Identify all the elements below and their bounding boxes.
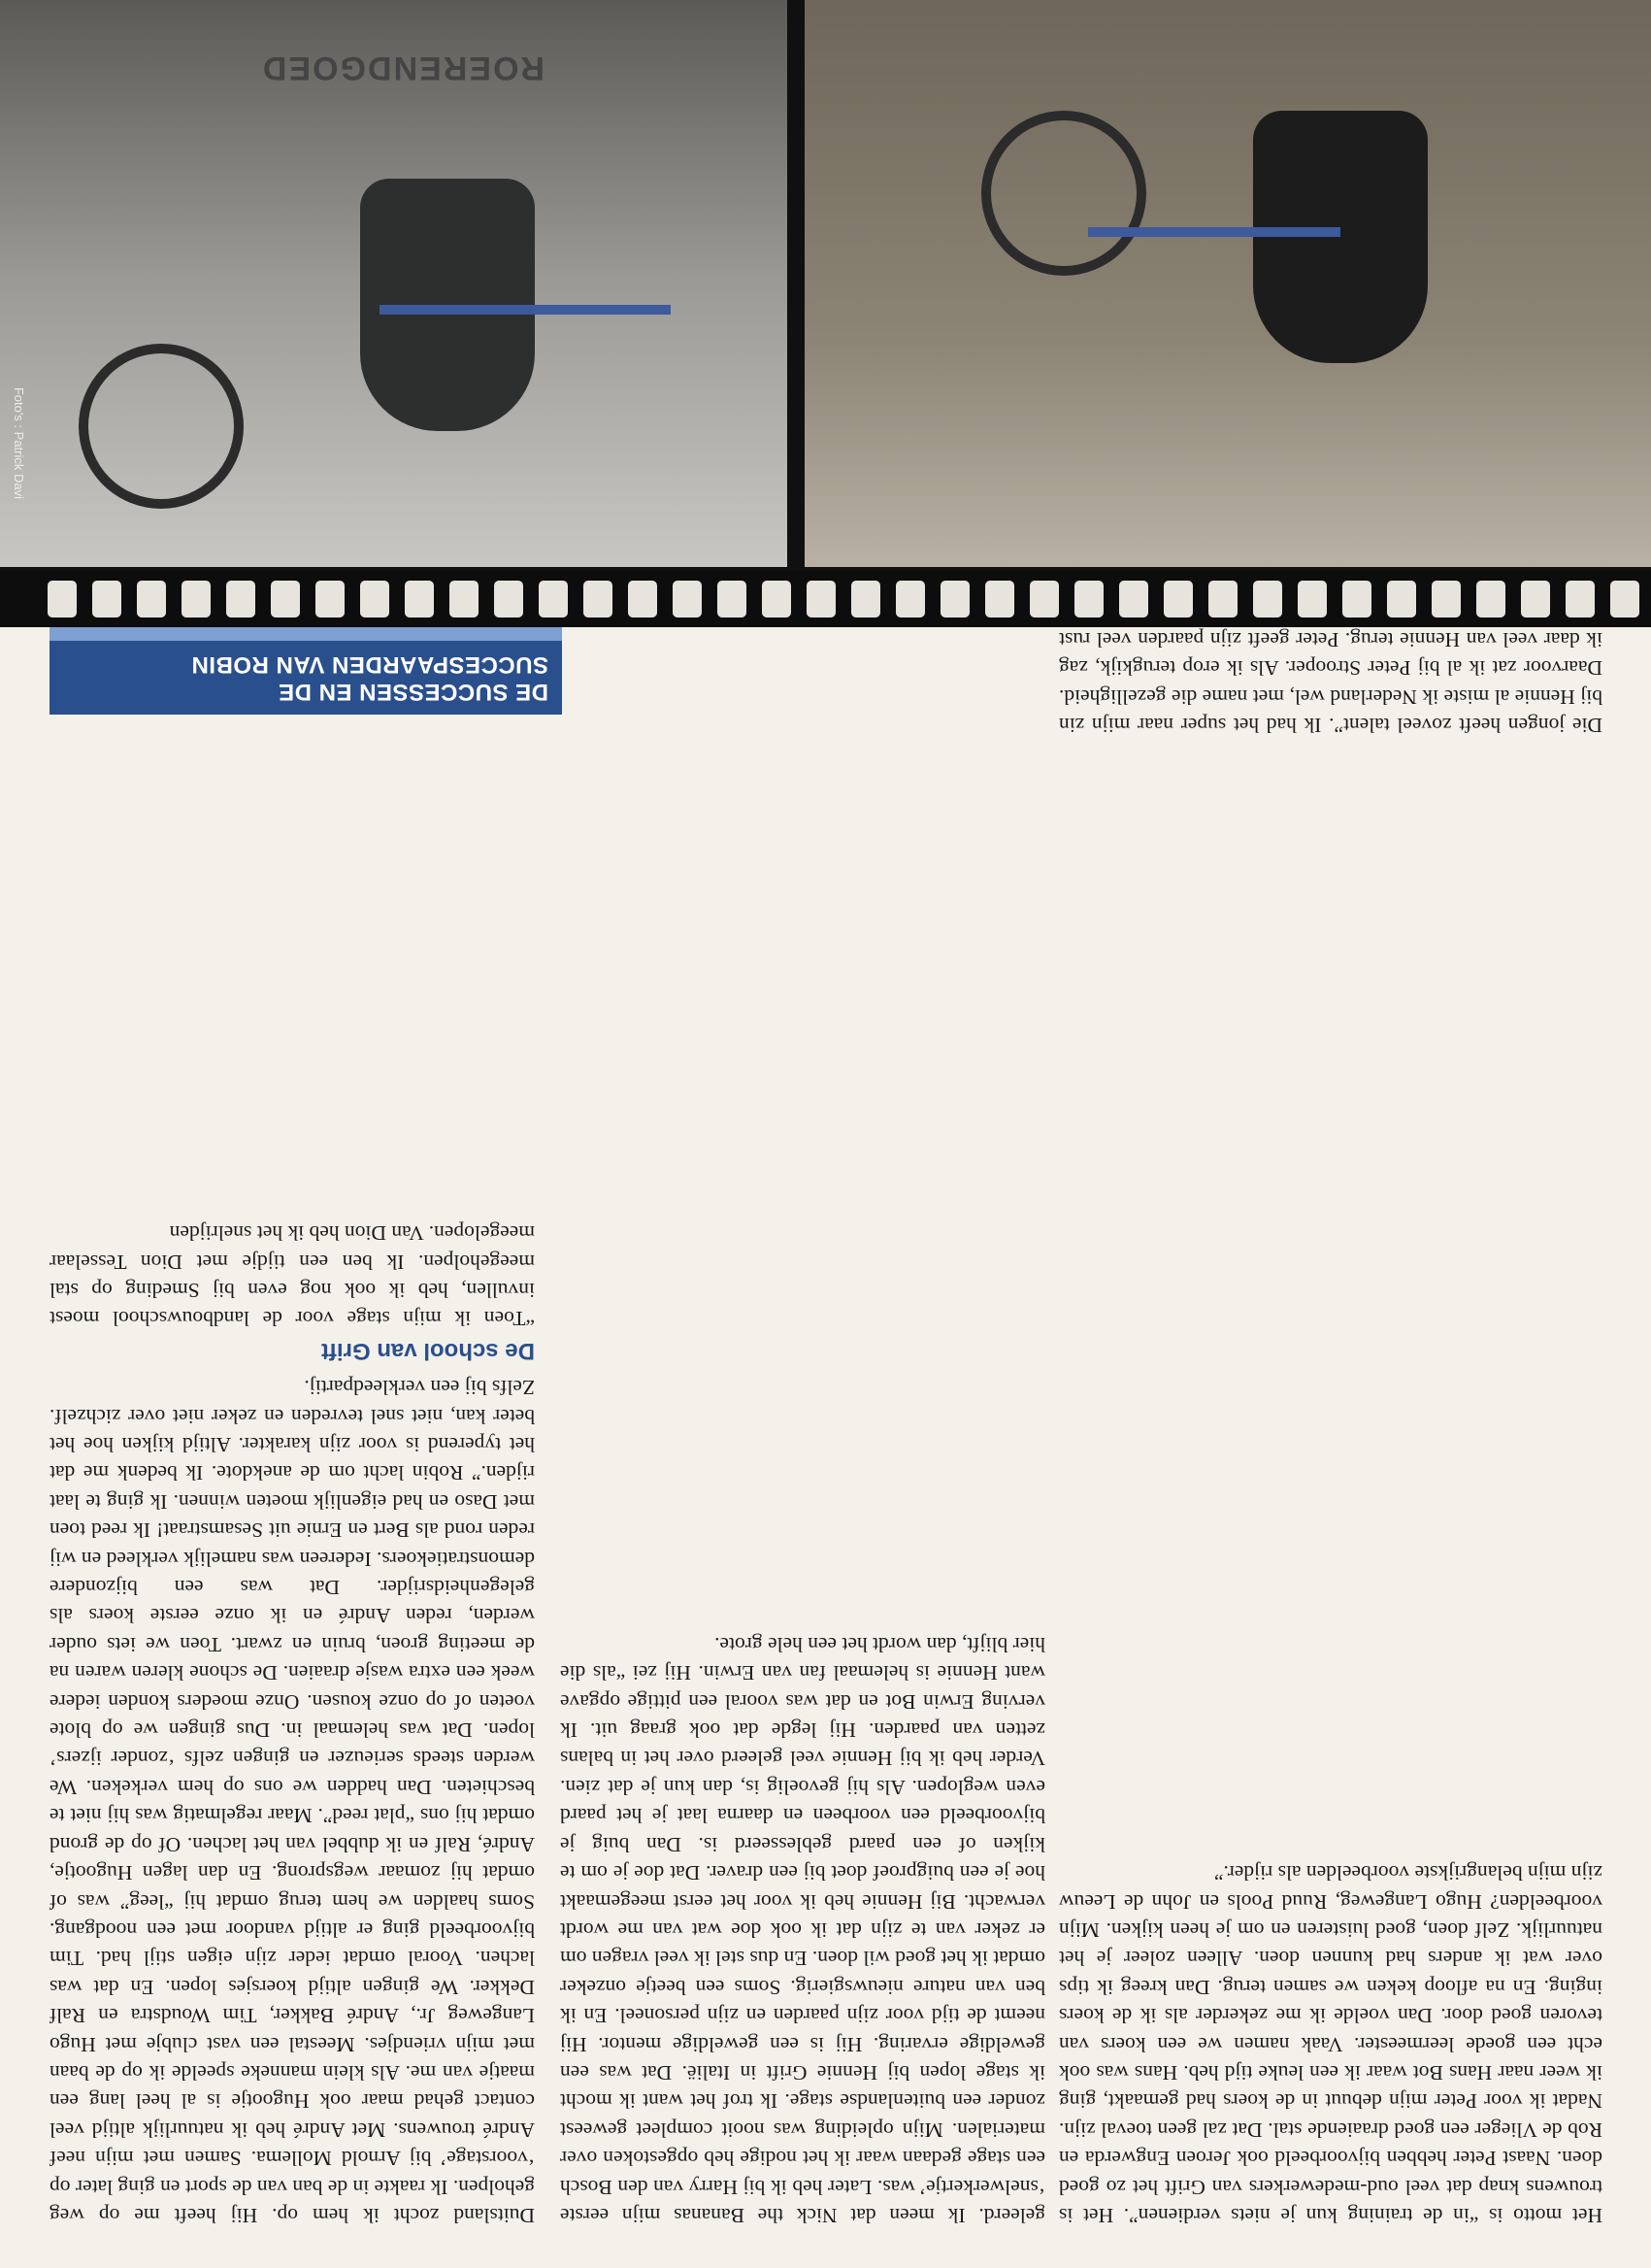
column-3-bottom-text: “Toen ik mijn stage voor de landbouwschool moest invullen, heb ik ook nog even bij Smeding op stal meegeholpen. Ik ben een tijdje met Dion Tesselaar meegelopen. Van Dion heb ik het snelrijden bbox=[50, 1221, 535, 1331]
perforation-hole bbox=[762, 581, 791, 617]
perforation-hole bbox=[1476, 581, 1505, 617]
column-3-top-text: Duitsland zocht ik hem op. Hij heeft me op weg geholpen. Ik raakte in de ban van de sport en ging later op ‘voorstage’ bij Arnold Mollema. Samen met mijn neef André trouwens. Met André heb ik natuurlijk altijd veel contact gehad maar ook Hugootje is al heel lang een maatje van me. Als klein manneke speelde ik op de baan met mijn vriendjes. Meestal een vast clubje met Hugo Langeweg Jr., André Bakker, Tim Woudstra en Ralf Dekker. We gingen altijd koersjes lopen. En dat was lachen. Vooral omdat ieder zijn eigen stijl had. Tim bijvoorbeeld ging er altijd vandoor met een noodgang. Soms haalden we hem terug omdat hij “leeg” was of omdat hij zomaar wegsprong. En dan lagen Hugootje, André, Ralf en ik dubbel van het lachen. Of op de grond omdat hij ons “plat reed”. Maar regelmatig was hij niet te beschieten. Dan hadden we ons op hem verkeken. We werden steeds serieuzer en gingen zelfs ‘zonder ijzers’ lopen. Dat was helemaal in. Dus gingen we op blote voeten of op onze kousen. Onze moeders konden iedere week een extra wasje draaien. De schone kleren waren na de meeting groen, bruin en zwart. Toen we iets ouder werden, reden André en ik onze eerste koers als gelegenheidsrijder. Dat was een bijzondere demonstratiekoers. Iedereen was namelijk verkleed en wij reden rond als Bert en Ernie uit Sesamstraat! Ik reed toen met Daso en had eigenlijk moeten winnen. Ik ging te laat rijden.” Robin lacht om de anekdote. Ik bedenk me dat het typerend is voor zijn karakter. Altijd kijken hoe het beter kan, niet snel tevreden en zeker niet over zichzelf. Zelfs bij een verkleedpartij. bbox=[50, 1376, 535, 2227]
photo-strip bbox=[0, 0, 1651, 627]
perforation-hole bbox=[1387, 581, 1416, 617]
column-3 bbox=[50, 1218, 535, 2229]
sulky-wheel bbox=[981, 111, 1146, 276]
perforation-hole bbox=[807, 581, 836, 617]
sidebar-title: DE SUCCESSEN EN DE SUCCESPAARDEN VAN ROBIN bbox=[50, 641, 562, 715]
perforation-hole bbox=[1342, 581, 1371, 617]
perforation-hole bbox=[360, 581, 389, 617]
perforation-hole bbox=[449, 581, 479, 617]
perforation-hole bbox=[405, 581, 434, 617]
photo-credit: Foto's : Patrick Davi bbox=[12, 386, 26, 499]
background-sign-text: ROERENDGOED bbox=[260, 50, 545, 86]
film-perforations bbox=[0, 571, 1651, 627]
perforation-hole bbox=[628, 581, 657, 617]
perforation-hole bbox=[1432, 581, 1461, 617]
perforation-hole bbox=[717, 581, 746, 617]
perforation-hole bbox=[1119, 581, 1148, 617]
section-heading: De school van Grift bbox=[320, 1337, 535, 1364]
perforation-hole bbox=[1298, 581, 1327, 617]
column-1-bottom-text: Die jongen heeft zoveel talent”. Ik had het super naar mijn zin bij Hennie al miste ik Nederland wel, met name die gezelligheid. Daarvoor zat ik al bij Peter Strooper. Als ik erop terugkijk, zag ik daar veel van Hennie terug. Peter geeft zijn paarden veel rust bbox=[1059, 627, 1602, 737]
perforation-hole bbox=[226, 581, 255, 617]
perforation-hole bbox=[896, 581, 925, 617]
photo-horse-racing-night bbox=[805, 0, 1651, 567]
perforation-hole bbox=[271, 581, 300, 617]
photo-driver-closeup bbox=[0, 0, 787, 567]
perforation-hole bbox=[851, 581, 880, 617]
column-2 bbox=[560, 1629, 1045, 2229]
perforation-hole bbox=[1074, 581, 1104, 617]
perforation-hole bbox=[48, 581, 77, 617]
perforation-hole bbox=[494, 581, 523, 617]
perforation-hole bbox=[1030, 581, 1059, 617]
perforation-hole bbox=[985, 581, 1014, 617]
perforation-hole bbox=[583, 581, 612, 617]
sulky-frame bbox=[380, 305, 671, 315]
perforation-hole bbox=[1208, 581, 1238, 617]
perforation-hole bbox=[539, 581, 568, 617]
sulky-wheel bbox=[79, 344, 244, 509]
rider-silhouette bbox=[1253, 111, 1428, 363]
perforation-hole bbox=[1521, 581, 1550, 617]
perforation-hole bbox=[941, 581, 970, 617]
sulky-frame bbox=[1088, 227, 1340, 237]
perforation-hole bbox=[1253, 581, 1282, 617]
column-1-top-text: Het motto is “in de training kun je niets verdienen”. Het is trouwens knap dat veel oud-medewerkers van Grift het zo goed doen. Naast Peter hebben bijvoorbeeld ook Jeroen Engwerda en Rob de Vlieger een goed draaiende stal. Dat zal geen toeval zijn. Nadat ik voor Peter mijn debuut in de koers had gemaakt, ging ik weer naar Hans Bot waar ik een leuke tijd heb. Hans was ook echt een goede leermeester. Vaak namen we een koers van tevoren goed door. Dan voelde ik me zekerder als ik de koers inging. En na afloop keken we samen terug. Dan kreeg ik tips over wat ik anders had kunnen doen. Alleen zoleer je het natuurlijk. Zelf doen, goed luisteren en om je heen kijken. Mijn voorbeelden? Hugo Langeweg, Ruud Pools en John de Leeuw zijn mijn belangrijkste voorbeelden als rijder.” bbox=[1059, 1861, 1602, 2227]
perforation-hole bbox=[1164, 581, 1193, 617]
perforation-hole bbox=[673, 581, 702, 617]
column-2-text: geleerd. Ik meen dat Nick the Bananas mijn eerste ‘snelwerkertje’ was. Later heb ik bij Harry van den Bosch een stage gedaan waar ik het nodige heb opgestoken over materialen. Mijn opleiding was nooit compleet geweest zonder een buitenlandse stage. Ik trof het want ik mocht ik stage lopen bij Hennie Grift in Italië. Dat was een geweldige ervaring. Hij is een geweldige mentor. Hij neemt de tijd voor zijn paarden en zijn personeel. En ik ben van nature nieuwsgierig. Soms een beetje onzeker omdat ik het goed wil doen. En dus stel ik veel vragen om er zeker van te zijn dat ik ook doe wat van me wordt verwacht. Bij Hennie heb ik voor het eerst meegemaakt hoe je een buigproef doet bij een draver. Dat doe je om te kijken of een paard geblesseerd is. Dan buig je bijvoorbeeld een voorbeen en daarna laat je het paard even weglopen. Als hij gevoelig is, dan kun je dat zien. Verder heb ik bij Hennie veel geleerd over het in balans zetten van paarden. Hij legde dat ook graag uit. Ik verving Erwin Bot en dat was vooral een pittige opgave want Hennie is helemaal fan van Erwin. Hij zei “als die hier blijft, dan wordt het een hele grote. bbox=[560, 1632, 1045, 2227]
perforation-hole bbox=[1566, 581, 1595, 617]
perforation-hole bbox=[182, 581, 211, 617]
perforation-hole bbox=[315, 581, 345, 617]
perforation-hole bbox=[1610, 581, 1639, 617]
perforation-hole bbox=[137, 581, 166, 617]
column-1-top bbox=[1059, 1858, 1602, 2229]
perforation-hole bbox=[92, 581, 121, 617]
